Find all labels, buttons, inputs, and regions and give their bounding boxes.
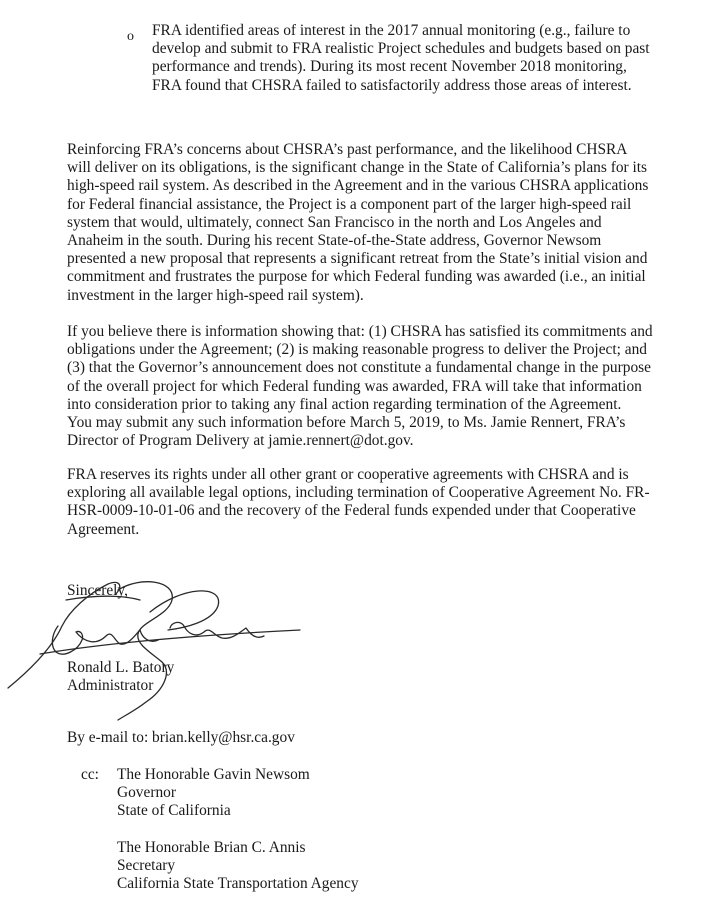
signer-name: Ronald L. Batory	[67, 659, 175, 676]
cc-label: cc:	[81, 766, 99, 783]
bullet-item-text	[152, 22, 697, 95]
text-line: exploring all available legal options, including termination of Cooperative Agreement No. FR-	[67, 484, 650, 502]
text-line: will deliver on its obligations, is the significant change in the State of California’s plans for its	[67, 159, 648, 177]
text-line: FRA reserves its rights under all other grant or cooperative agreements with CHSRA and is	[67, 466, 629, 483]
email-delivery-line: By e-mail to: brian.kelly@hsr.ca.gov	[67, 729, 295, 746]
text-line: presented a new proposal that represents a significant retreat from the State’s initial vision and	[67, 250, 648, 268]
cc-recipient-org: California State Transportation Agency	[117, 875, 359, 893]
text-line: performance and trends). During its most recent November 2018 monitoring,	[152, 58, 627, 76]
signature-strokes	[8, 582, 300, 720]
text-line: system that would, ultimately, connect San Francisco in the north and Los Angeles and	[67, 213, 602, 231]
signature-stroke	[40, 630, 300, 654]
signature-stroke	[66, 596, 140, 600]
text-line: (3) that the Governor’s announcement does not constitute a fundamental change in the purpose	[67, 359, 651, 377]
text-line: for Federal financial assistance, the Project is a component part of the larger high-speed rail	[67, 195, 632, 213]
text-line: Anaheim in the south. During his recent State-of-the-State address, Governor Newsom	[67, 232, 602, 250]
salutation: Sincerely,	[67, 582, 128, 599]
cc-recipient-name: The Honorable Brian C. Annis	[117, 839, 306, 856]
paragraph-information-request	[67, 323, 707, 450]
handwritten-signature	[0, 560, 330, 725]
cc-recipient-name: The Honorable Gavin Newsom	[117, 766, 310, 783]
text-line: of the overall project for which Federal funding was awarded, FRA will take that information	[67, 377, 642, 395]
signature-stroke	[150, 591, 219, 630]
cc-recipient-org: State of California	[117, 802, 231, 820]
paragraph-concerns	[67, 141, 707, 305]
text-line: Director of Program Delivery at jamie.rennert@dot.gov.	[67, 432, 414, 450]
text-line: Reinforcing FRA’s concerns about CHSRA’s past performance, and the likelihood CHSRA	[67, 141, 628, 158]
cc-recipient-title: Governor	[117, 784, 176, 802]
text-line: investment in the larger high-speed rail system).	[67, 286, 364, 304]
text-line: obligations under the Agreement; (2) is making reasonable progress to deliver the Project; and	[67, 341, 647, 359]
text-line: into consideration prior to taking any final action regarding termination of the Agreement.	[67, 395, 622, 413]
text-line: You may submit any such information before March 5, 2019, to Ms. Jamie Rennert, FRA’s	[67, 414, 626, 432]
signer-block	[67, 659, 174, 695]
text-line: If you believe there is information showing that: (1) CHSRA has satisfied its commitments and	[67, 323, 653, 340]
text-line: develop and submit to FRA realistic Project schedules and budgets based on past	[152, 40, 650, 58]
text-line: FRA identified areas of interest in the 2017 annual monitoring (e.g., failure to	[152, 22, 631, 39]
signer-title: Administrator	[67, 677, 154, 695]
text-line: HSR-0009-10-01-06 and the recovery of the Federal funds expended under that Cooperative	[67, 502, 636, 520]
paragraph-rights-reserved	[67, 466, 707, 539]
text-line: commitment and frustrates the purpose for which Federal funding was awarded (i.e., an initial	[67, 268, 646, 286]
signature-stroke	[170, 622, 264, 638]
cc-recipient	[117, 839, 359, 894]
cc-recipient-title: Secretary	[117, 857, 176, 875]
text-line: high-speed rail system. As described in the Agreement and in the various CHSRA applications	[67, 177, 649, 195]
text-line: FRA found that CHSRA failed to satisfactorily address those areas of interest.	[152, 76, 632, 94]
bullet-marker: o	[127, 29, 134, 44]
cc-recipient	[117, 766, 310, 821]
text-line: Agreement.	[67, 520, 140, 538]
